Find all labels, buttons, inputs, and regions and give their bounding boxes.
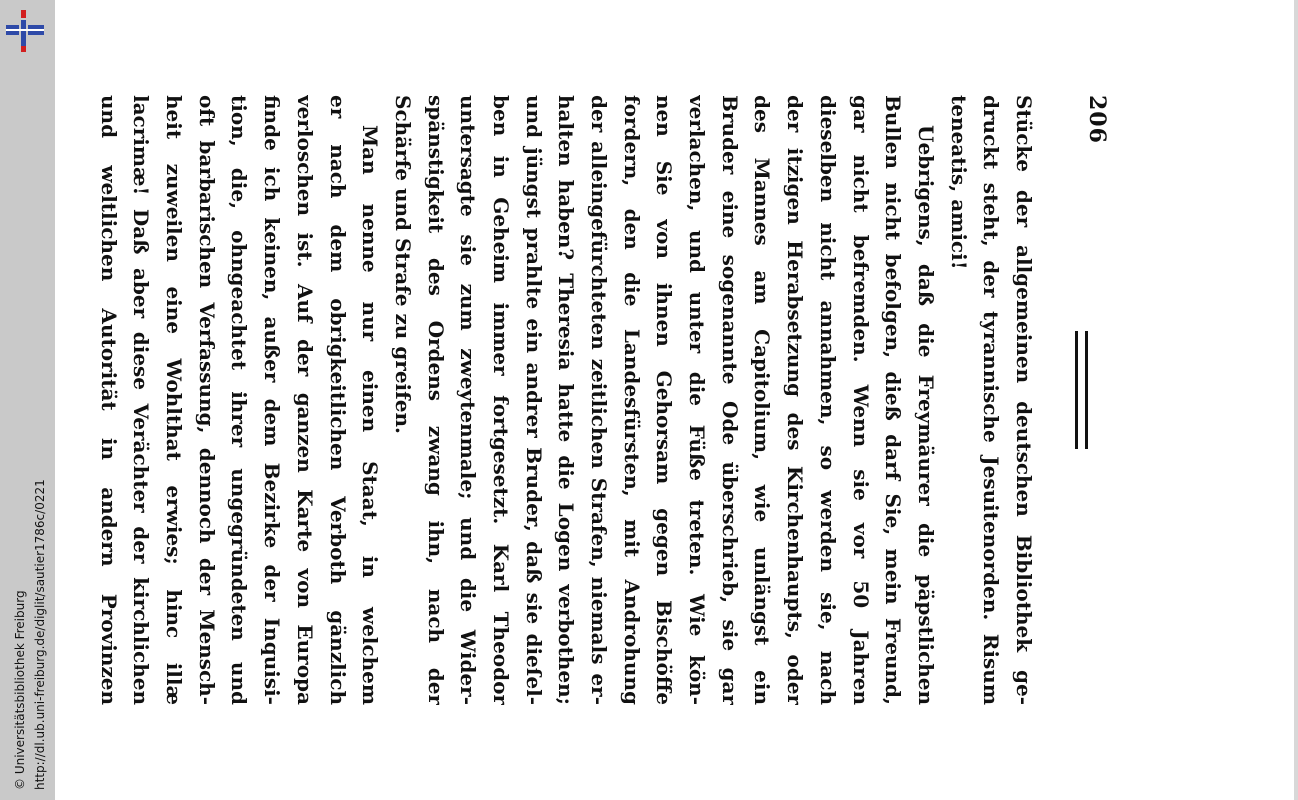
- text-line: Uebrigens, daß die Freymäurer die päpstlichen: [913, 125, 938, 705]
- library-logo: [4, 8, 46, 52]
- text-line: lacrimæ! Daß aber diese Verächter der kirchlichen: [129, 95, 154, 705]
- text-line: druckt steht, der tyrannische Jesuitenorden. Risum: [979, 95, 1004, 705]
- text-line: verlachen, und unter die Füße treten. Wie kön-: [685, 95, 710, 705]
- text-line: Bruder eine sogenannte Ode überschrieb, sie gar: [717, 95, 742, 705]
- text-line: finde ich keinen, außer dem Bezirke der Inquisi-: [260, 95, 285, 705]
- text-line: tion, die, ohngeachtet ihrer ungegründeten und: [227, 95, 252, 705]
- text-line: Stücke der allgemeinen deutschen Bibliothek ge-: [1012, 95, 1036, 705]
- text-line: nen Sie von ihnen Gehorsam gegen Bischöffe: [652, 95, 677, 705]
- text-line: Bullen nicht befolgen, dieß darf Sie, mein Freund,: [881, 95, 906, 705]
- page-body-text: [92, 95, 1040, 705]
- text-line: und weltlichen Autorität in andern Provinzen: [96, 95, 121, 705]
- text-line: teneatis, amici!: [946, 95, 971, 270]
- permalink-url[interactable]: http://dl.ub.uni-freiburg.de/diglit/sautier1786c/0221: [33, 479, 47, 790]
- text-line: halten haben? Theresia hatte die Logen verbothen;: [554, 95, 579, 705]
- text-line: spänstigkeit des Ordens zwang ihn, nach der: [423, 95, 448, 705]
- text-line: des Mannes am Capitolium, wie unlängst ein: [750, 95, 775, 705]
- text-line: fordern, den die Landesfürsten, mit Androhung: [619, 95, 644, 705]
- text-line: der itzigen Herabsetzung des Kirchenhaupts, oder: [783, 95, 808, 705]
- scanned-page: [96, 95, 1110, 705]
- viewer-edge: [1294, 0, 1298, 800]
- text-line: er nach dem obrigkeitlichen Verboth gänzlich: [325, 95, 350, 705]
- text-line: dieselben nicht annahmen, so werden sie, nach: [815, 95, 840, 705]
- text-line: Man nenne nur einen Staat, in welchem: [358, 125, 383, 705]
- text-line: untersagte sie zum zweytenmale; und die Wider-: [456, 95, 481, 705]
- text-line: oft barbarischen Verfassung, dennoch der Mensch-: [194, 95, 219, 705]
- viewer-sidebar: [0, 0, 55, 800]
- header-rule: [1075, 331, 1088, 449]
- page-number: 206: [1084, 95, 1110, 144]
- text-line: heit zuweilen eine Wohlthat erwies; hinc illæ: [162, 95, 187, 705]
- copyright-notice: © Universitätsbibliothek Freiburg: [13, 590, 27, 790]
- text-line: ben in Geheim immer fortgesetzt. Karl Theodor: [489, 95, 513, 705]
- text-line: und jüngst prahlte ein andrer Bruder, daß sie dieſel-: [521, 95, 546, 705]
- text-line: verloschen ist. Auf der ganzen Karte von Europa: [292, 95, 317, 705]
- text-line: gar nicht befremden. Wenn sie vor 50 Jahren: [848, 95, 873, 705]
- text-line: Schärfe und Strafe zu greifen.: [390, 95, 415, 434]
- text-line: der alleingefürchteten zeitlichen Strafen, niemals er-: [587, 95, 612, 705]
